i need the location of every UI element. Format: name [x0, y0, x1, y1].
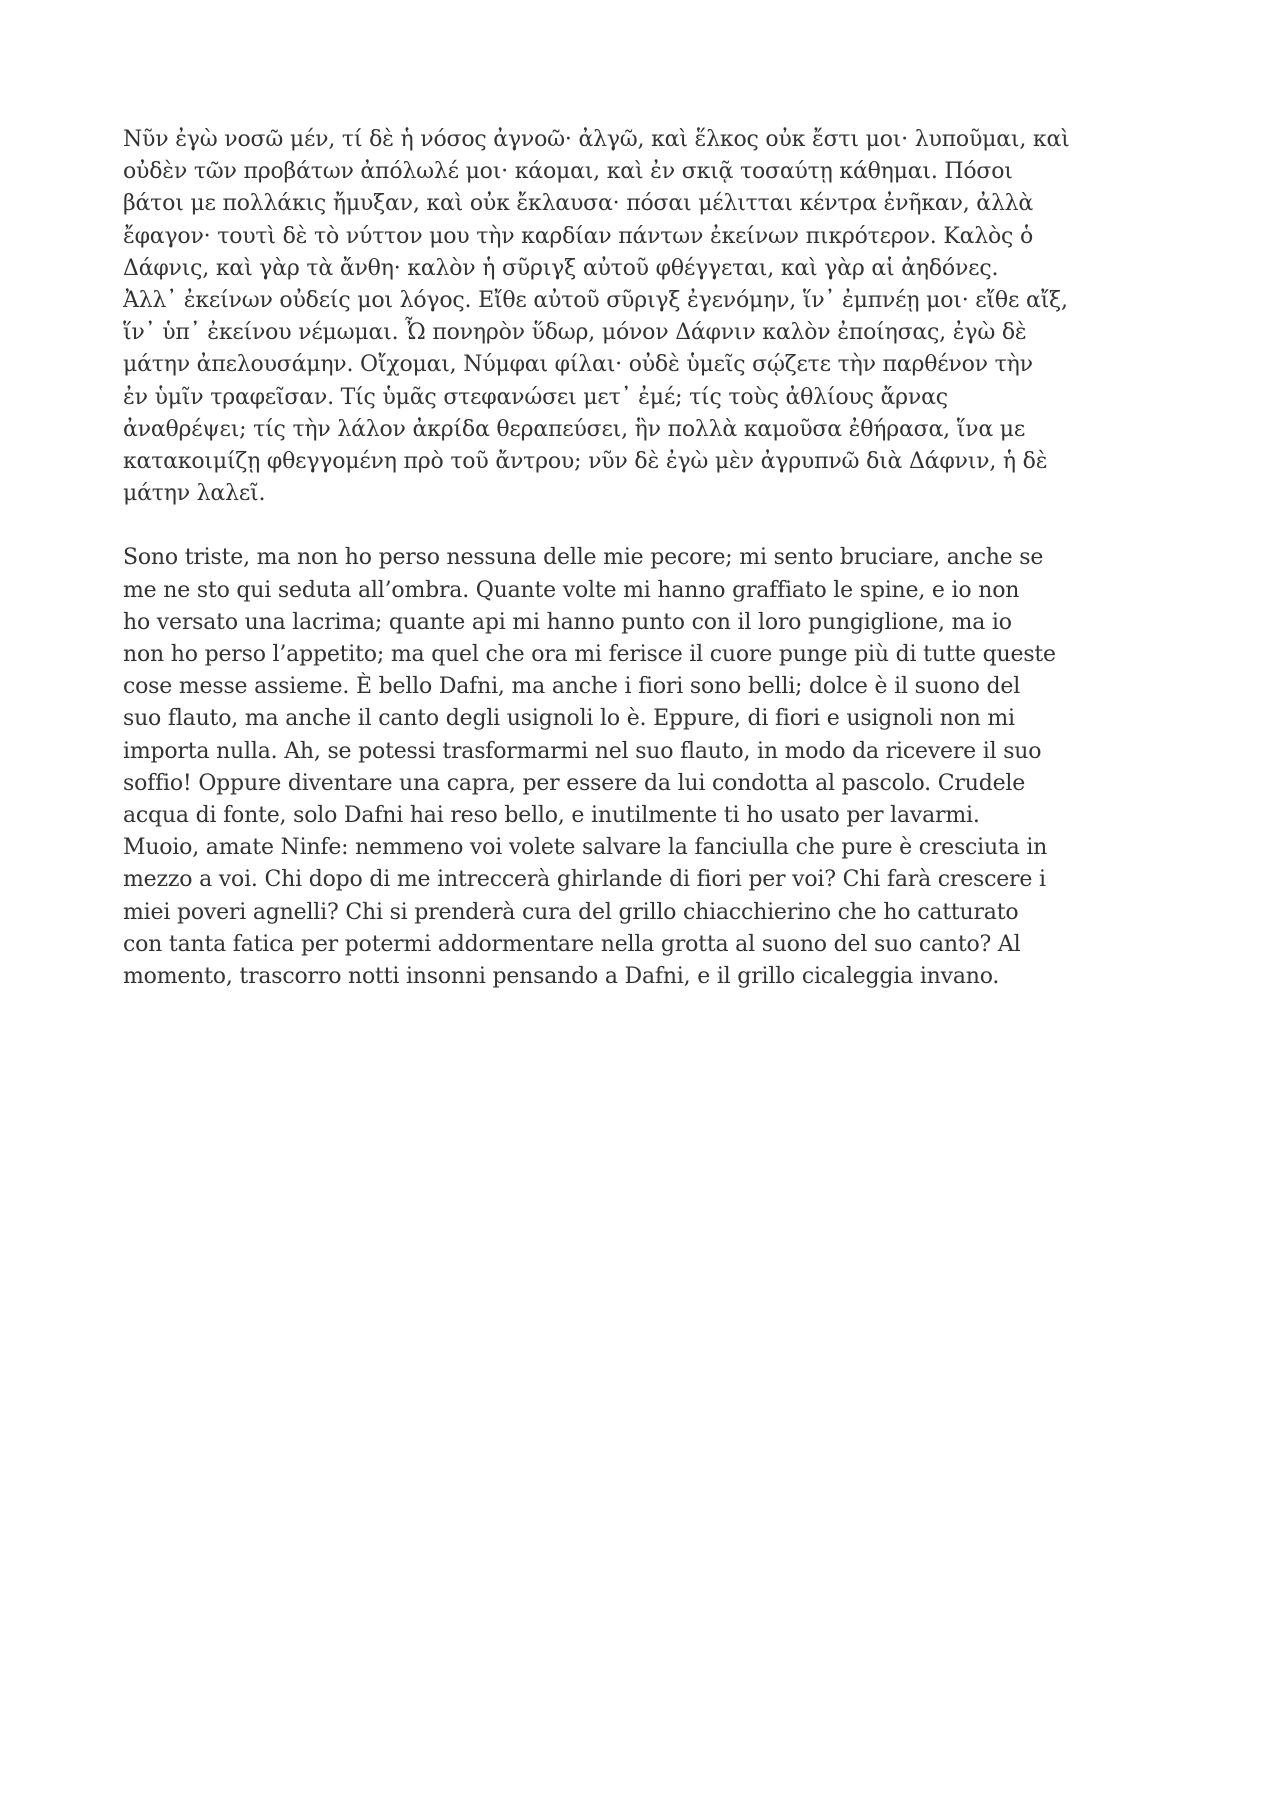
text-line: Muoio, amate Ninfe: nemmeno voi volete salvare la fanciulla che pure è cresciuta in [123, 835, 1048, 861]
greek-paragraph [123, 124, 1163, 510]
text-line: μάτην λαλεῖ. [123, 481, 266, 507]
text-line: ἵν᾽ ὑπ᾽ ἐκείνου νέμωμαι. Ὦ πονηρὸν ὕδωρ, μόνον Δάφνιν καλὸν ἐποίησας, ἐγὼ δὲ [123, 320, 1027, 346]
text-line: κατακοιμίζῃ φθεγγομένη πρὸ τοῦ ἄντρου; νῦν δὲ ἐγὼ μὲν ἀγρυπνῶ διὰ Δάφνιν, ἡ δὲ [123, 449, 1048, 475]
text-line: οὐδὲν τῶν προβάτων ἀπόλωλέ μοι· κάομαι, καὶ ἐν σκιᾷ τοσαύτῃ κάθημαι. Πόσοι [123, 159, 1013, 185]
text-line: me ne sto qui seduta all’ombra. Quante volte mi hanno graffiato le spine, e io non [123, 577, 1020, 603]
text-line: Νῦν ἐγὼ νοσῶ μέν, τί δὲ ἡ νόσος ἀγνοῶ· ἀλγῶ, καὶ ἕλκος οὐκ ἔστι μοι· λυποῦμαι, καὶ [123, 127, 1070, 152]
text-line: ho versato una lacrima; quante api mi hanno punto con il loro pungiglione, ma io [123, 609, 1012, 635]
text-line: cose messe assieme. È bello Dafni, ma anche i fiori sono belli; dolce è il suono del [123, 674, 1021, 700]
text-line: Δάφνις, καὶ γὰρ τὰ ἄνθη· καλὸν ἡ σῦριγξ αὐτοῦ φθέγγεται, καὶ γὰρ αἱ ἀηδόνες. [123, 255, 999, 281]
text-line: suo flauto, ma anche il canto degli usignoli lo è. Eppure, di fiori e usignoli non mi [123, 706, 1015, 732]
text-line: soffio! Oppure diventare una capra, per essere da lui condotta al pascolo. Crudele [123, 770, 1026, 796]
text-line: miei poveri agnelli? Chi si prenderà cura del grillo chiacchierino che ho catturato [123, 899, 1019, 925]
text-line: importa nulla. Ah, se potessi trasformarmi nel suo flauto, in modo da ricevere il suo [123, 738, 1042, 764]
text-line: ἀναθρέψει; τίς τὴν λάλον ἀκρίδα θεραπεύσει, ἣν πολλὰ καμοῦσα ἐθήρασα, ἵνα με [123, 416, 1026, 442]
italian-translation-paragraph [123, 542, 1163, 993]
text-line: ἐν ὑμῖν τραφεῖσαν. Τίς ὑμᾶς στεφανώσει μετ᾽ ἐμέ; τίς τοὺς ἀθλίους ἄρνας [123, 384, 948, 410]
text-line: Ἀλλ᾽ ἐκείνων οὐδείς μοι λόγος. Εἴθε αὐτοῦ σῦριγξ ἐγενόμην, ἵν᾽ ἐμπνέῃ μοι· εἴθε αἴξ, [123, 288, 1068, 314]
text-line: momento, trascorro notti insonni pensando a Dafni, e il grillo cicaleggia invano. [123, 964, 1000, 990]
text-line: acqua di fonte, solo Dafni hai reso bello, e inutilmente ti ho usato per lavarmi. [123, 803, 980, 829]
text-line: βάτοι με πολλάκις ἤμυξαν, καὶ οὐκ ἔκλαυσα· πόσαι μέλιτται κέντρα ἐνῆκαν, ἀλλὰ [123, 191, 1034, 217]
document-page [123, 124, 1163, 993]
text-line: con tanta fatica per potermi addormentare nella grotta al suono del suo canto? Al [123, 931, 1021, 957]
text-line: Sono triste, ma non ho perso nessuna delle mie pecore; mi sento bruciare, anche se [123, 545, 1044, 571]
text-line: non ho perso l’appetito; ma quel che ora mi ferisce il cuore punge più di tutte queste [123, 642, 1056, 668]
text-line: ἔφαγον· τουτὶ δὲ τὸ νύττον μου τὴν καρδίαν πάντων ἐκείνων πικρότερον. Καλὸς ὁ [123, 223, 1034, 249]
text-line: μάτην ἀπελουσάμην. Οἴχομαι, Νύμφαι φίλαι· οὐδὲ ὑμεῖς σῴζετε τὴν παρθένον τὴν [123, 352, 1033, 378]
text-line: mezzo a voi. Chi dopo di me intreccerà ghirlande di fiori per voi? Chi farà crescere i [123, 867, 1046, 893]
